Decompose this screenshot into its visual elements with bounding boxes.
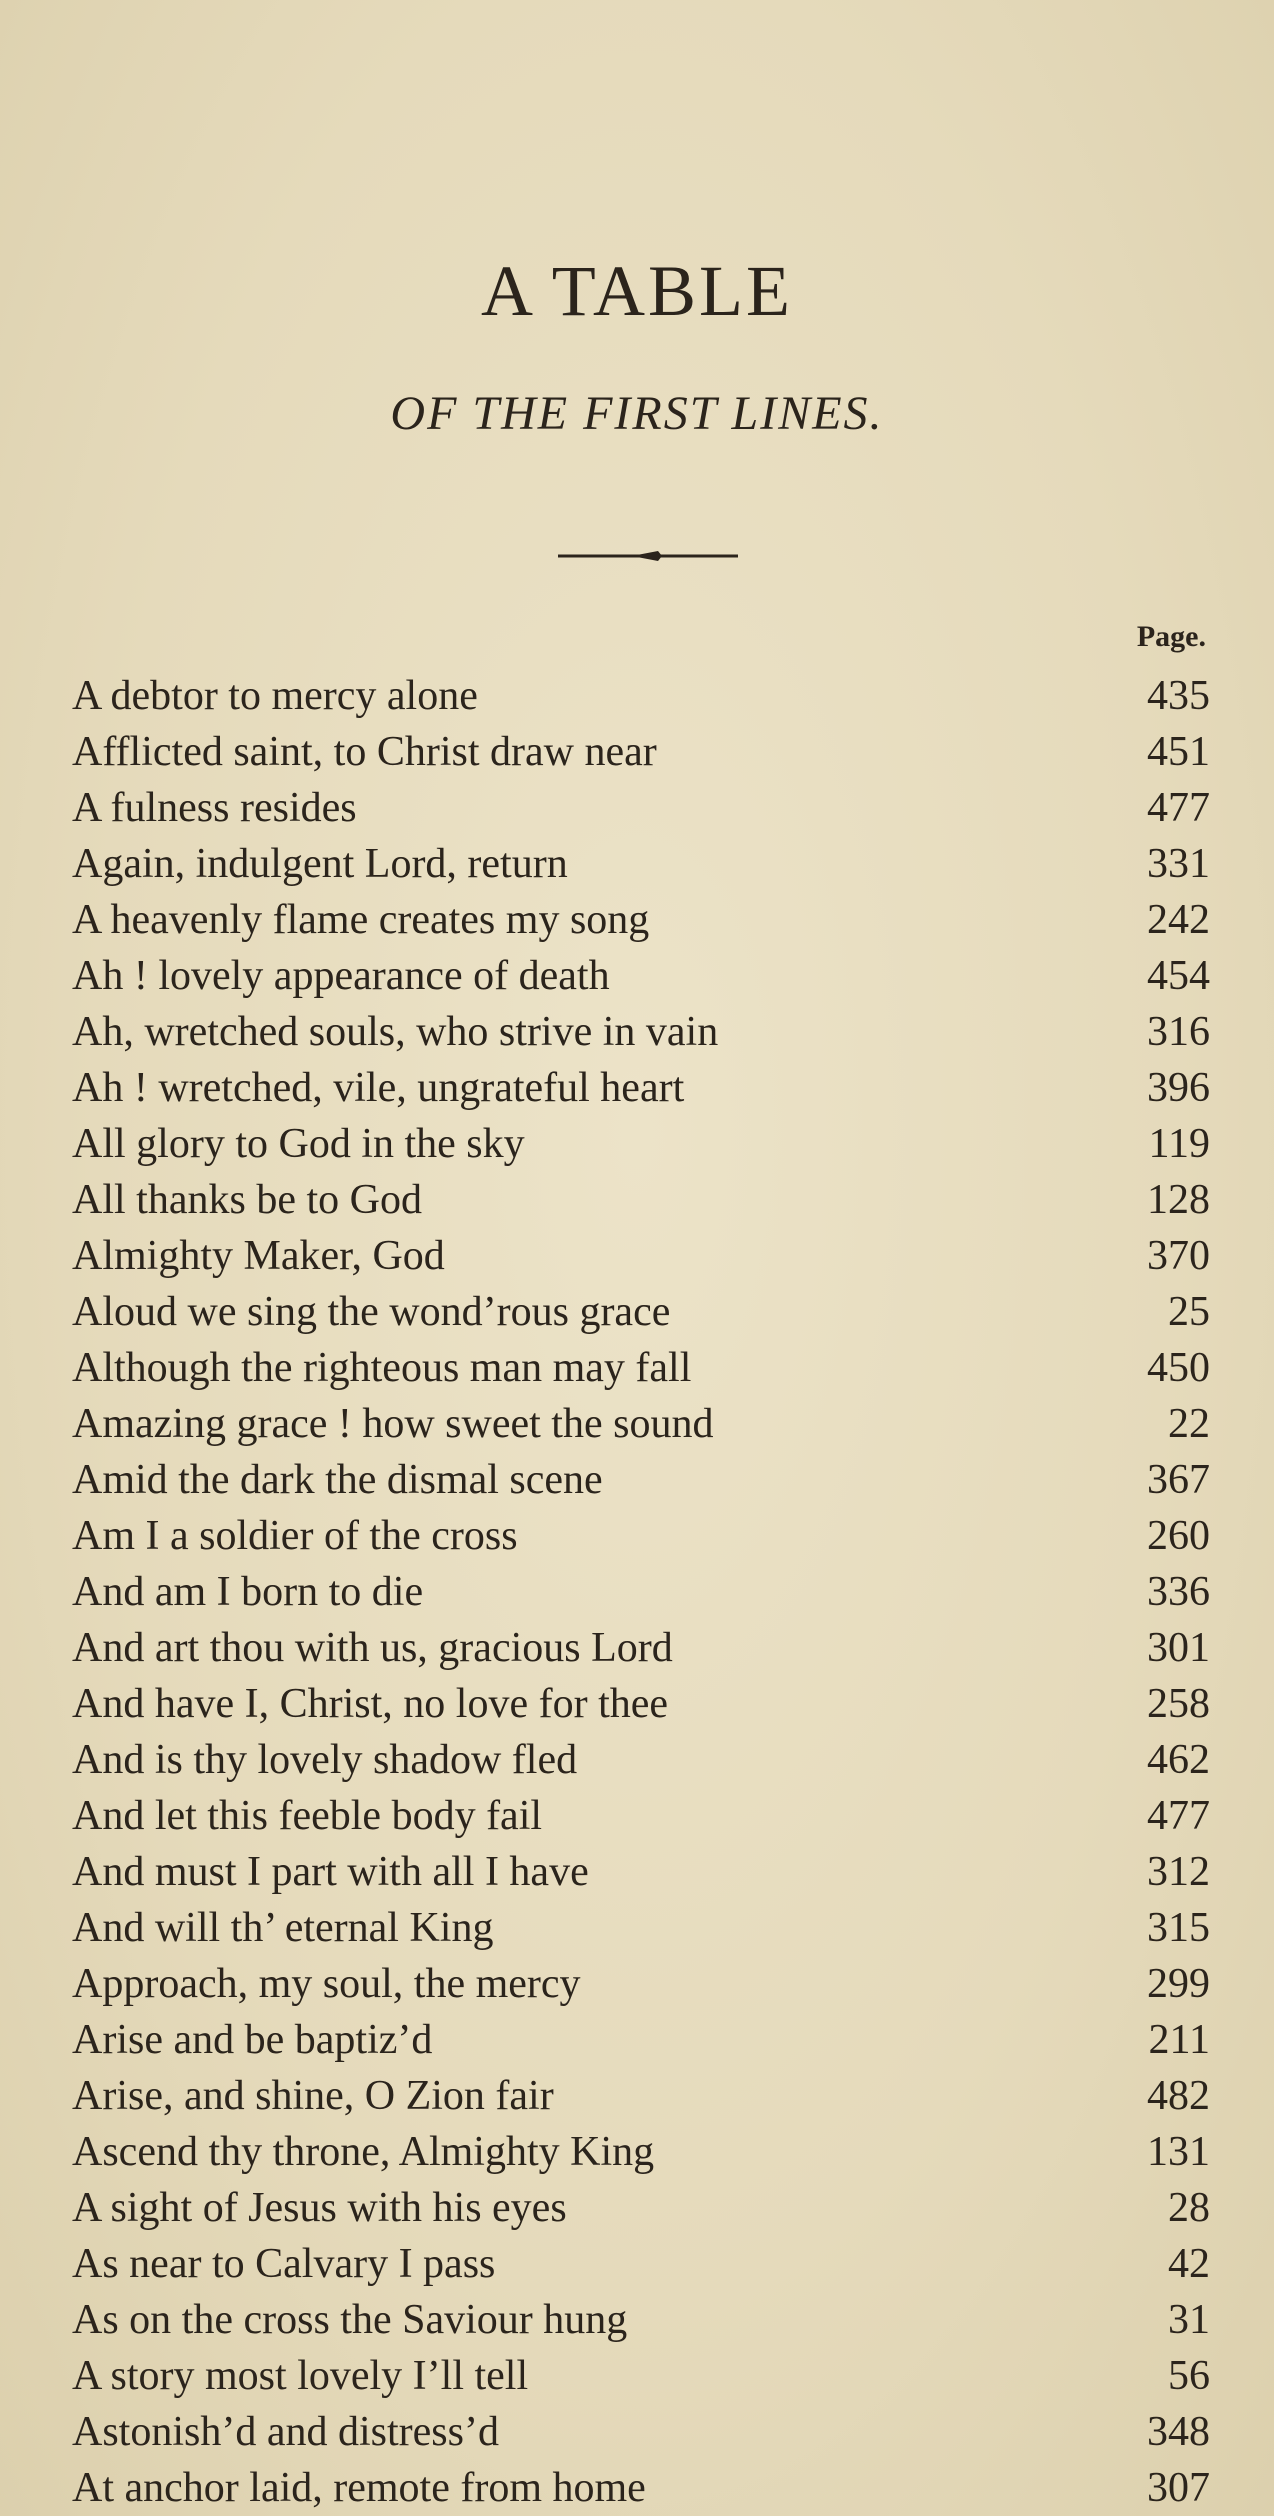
list-item: [72, 1116, 1210, 1172]
list-item: [72, 1788, 1210, 1844]
page-number: 348: [1147, 2409, 1210, 2455]
page-number: 336: [1147, 1569, 1210, 1615]
first-line-text: Approach, my soul, the mercy: [72, 1961, 581, 2007]
list-item: [72, 1172, 1210, 1228]
first-line-text: Am I a soldier of the cross: [72, 1513, 518, 1559]
page-number: 367: [1147, 1457, 1210, 1503]
page-number: 211: [1148, 2017, 1210, 2063]
list-item: [72, 1956, 1210, 2012]
list-item: [72, 2180, 1210, 2236]
page-number: 477: [1147, 785, 1210, 831]
page-number: 258: [1147, 1681, 1210, 1727]
page-number: 477: [1147, 1793, 1210, 1839]
page-number: 128: [1147, 1177, 1210, 1223]
list-item: [72, 1900, 1210, 1956]
page-number: 462: [1147, 1737, 1210, 1783]
first-line-text: Again, indulgent Lord, return: [72, 841, 568, 887]
page-number: 370: [1147, 1233, 1210, 1279]
page-number: 451: [1147, 729, 1210, 775]
first-line-text: Ascend thy throne, Almighty King: [72, 2129, 655, 2175]
page-number: 31: [1168, 2297, 1210, 2343]
list-item: [72, 2236, 1210, 2292]
list-item: [72, 1620, 1210, 1676]
page-number: 299: [1147, 1961, 1210, 2007]
page-number: 450: [1147, 1345, 1210, 1391]
list-item: [72, 1060, 1210, 1116]
list-item: [72, 1340, 1210, 1396]
page-number: 454: [1147, 953, 1210, 999]
first-line-text: Ah, wretched souls, who strive in vain: [72, 1009, 719, 1055]
first-line-text: Amazing grace ! how sweet the sound: [72, 1401, 714, 1447]
list-item: [72, 1564, 1210, 1620]
first-line-text: And art thou with us, gracious Lord: [72, 1625, 673, 1671]
divider-ornament-icon: [558, 548, 738, 564]
first-line-text: As on the cross the Saviour hung: [72, 2297, 628, 2343]
first-line-text: At anchor laid, remote from home: [72, 2465, 646, 2511]
first-line-text: A story most lovely I’ll tell: [72, 2353, 529, 2399]
list-item: [72, 2124, 1210, 2180]
list-item: [72, 2348, 1210, 2404]
page-subtitle: OF THE FIRST LINES.: [390, 387, 884, 440]
page-number: 56: [1168, 2353, 1210, 2399]
page-number: 482: [1147, 2073, 1210, 2119]
first-line-text: Afflicted saint, to Christ draw near: [72, 729, 657, 775]
first-line-text: Arise, and shine, O Zion fair: [72, 2073, 554, 2119]
list-item: [72, 1508, 1210, 1564]
list-item: [72, 2012, 1210, 2068]
list-item: [72, 1676, 1210, 1732]
page-title: A TABLE: [481, 251, 793, 331]
first-line-text: Arise and be baptiz’d: [72, 2017, 433, 2063]
list-item: [72, 948, 1210, 1004]
first-line-text: A debtor to mercy alone: [72, 673, 478, 719]
list-item: [72, 668, 1210, 724]
page-number: 307: [1147, 2465, 1210, 2511]
page-number: 331: [1147, 841, 1210, 887]
list-item: [72, 2404, 1210, 2460]
page-number: 312: [1147, 1849, 1210, 1895]
page-number: 316: [1147, 1009, 1210, 1055]
first-line-text: Although the righteous man may fall: [72, 1345, 692, 1391]
first-line-text: And will th’ eternal King: [72, 1905, 494, 1951]
list-item: [72, 836, 1210, 892]
first-line-text: All glory to God in the sky: [72, 1121, 525, 1167]
list-item: [72, 1228, 1210, 1284]
first-lines-list: [72, 668, 1210, 2516]
list-item: [72, 780, 1210, 836]
first-line-text: A fulness resides: [72, 785, 357, 831]
list-item: [72, 1284, 1210, 1340]
first-line-text: Amid the dark the dismal scene: [72, 1457, 603, 1503]
first-line-text: Ah ! wretched, vile, ungrateful heart: [72, 1065, 685, 1111]
first-line-text: All thanks be to God: [72, 1177, 422, 1223]
list-item: [72, 892, 1210, 948]
list-item: [72, 1396, 1210, 1452]
page-number: 28: [1168, 2185, 1210, 2231]
list-item: [72, 1452, 1210, 1508]
page-number: 242: [1147, 897, 1210, 943]
list-item: [72, 1004, 1210, 1060]
page-number: 301: [1147, 1625, 1210, 1671]
list-item: [72, 2068, 1210, 2124]
list-item: [72, 2460, 1210, 2516]
first-line-text: And must I part with all I have: [72, 1849, 589, 1895]
first-line-text: A sight of Jesus with his eyes: [72, 2185, 567, 2231]
first-line-text: And let this feeble body fail: [72, 1793, 543, 1839]
first-line-text: And is thy lovely shadow fled: [72, 1737, 578, 1783]
first-line-text: And am I born to die: [72, 1569, 424, 1615]
list-item: [72, 1732, 1210, 1788]
page-number: 131: [1147, 2129, 1210, 2175]
list-item: [72, 724, 1210, 780]
page-number: 260: [1147, 1513, 1210, 1559]
page-number: 119: [1148, 1121, 1210, 1167]
page-number: 22: [1168, 1401, 1210, 1447]
page-number: 25: [1168, 1289, 1210, 1335]
page-number: 396: [1147, 1065, 1210, 1111]
first-line-text: Ah ! lovely appearance of death: [72, 953, 610, 999]
first-line-text: As near to Calvary I pass: [72, 2241, 496, 2287]
page-number: 42: [1168, 2241, 1210, 2287]
list-item: [72, 2292, 1210, 2348]
page-column-header: Page.: [1136, 620, 1206, 653]
page-number: 315: [1147, 1905, 1210, 1951]
first-line-text: Astonish’d and distress’d: [72, 2409, 499, 2455]
first-line-text: Aloud we sing the wond’rous grace: [72, 1289, 671, 1335]
list-item: [72, 1844, 1210, 1900]
first-line-text: Almighty Maker, God: [72, 1233, 445, 1279]
page-number: 435: [1147, 673, 1210, 719]
first-line-text: A heavenly flame creates my song: [72, 897, 650, 943]
first-line-text: And have I, Christ, no love for thee: [72, 1681, 669, 1727]
